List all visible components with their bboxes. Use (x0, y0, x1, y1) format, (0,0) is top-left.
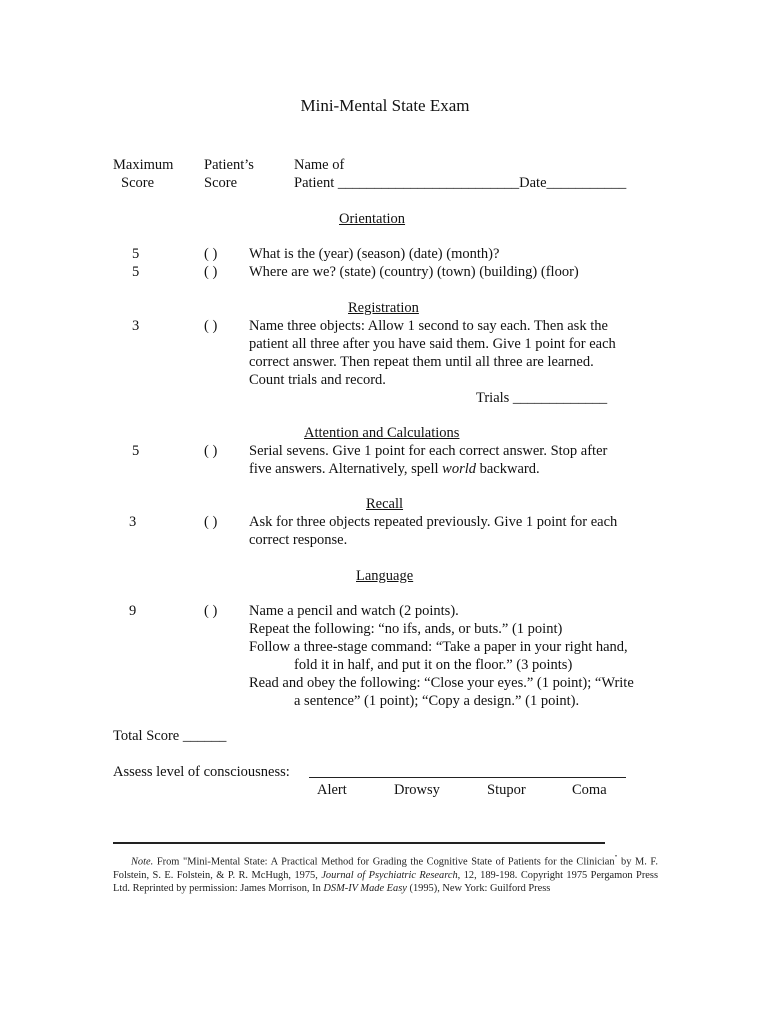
orientation-score-2[interactable]: ( ) (204, 264, 218, 280)
language-line-4: fold it in half, and put it on the floor.” (3 points) (294, 657, 573, 673)
recall-line-2: correct response. (249, 532, 348, 548)
consciousness-line[interactable] (309, 777, 626, 778)
note-label: Note. (131, 856, 154, 868)
registration-line-1: Name three objects: Allow 1 second to say each. Then ask the (249, 318, 608, 334)
attention-score[interactable]: ( ) (204, 443, 218, 459)
registration-line-2: patient all three after you have said them. Give 1 point for each (249, 336, 616, 352)
attention-line-2-pre: five answers. Alternatively, spell (249, 461, 443, 477)
attention-word-world: world (442, 461, 476, 477)
note-text-1: From "Mini-Mental State: A Practical Method for Grading the Cognitive State of Patients for the Clinician (153, 856, 615, 868)
language-line-6: a sentence” (1 point); “Copy a design.” (1 point). (294, 693, 580, 709)
orientation-question-2: Where are we? (state) (country) (town) (building) (floor) (249, 264, 579, 280)
patient-score-header-2: Score (204, 175, 238, 191)
footnote (113, 852, 658, 896)
attention-max: 5 (132, 443, 140, 459)
orientation-question-1: What is the (year) (season) (date) (month)? (249, 246, 500, 262)
footnote-divider (113, 842, 605, 844)
attention-line-2 (249, 460, 540, 478)
consciousness-label: Assess level of consciousness: (113, 764, 290, 780)
language-max: 9 (129, 603, 137, 619)
orientation-heading: Orientation (339, 211, 406, 227)
note-text-2: by M. F. Folstein, S. E. Folstein, & P. R. McHugh, 1975, (113, 856, 658, 881)
consciousness-option-stupor[interactable]: Stupor (487, 782, 526, 798)
recall-heading: Recall (366, 496, 404, 512)
language-line-1: Name a pencil and watch (2 points). (249, 603, 459, 619)
registration-max: 3 (132, 318, 140, 334)
registration-line-3: correct answer. Then repeat them until all three are learned. (249, 354, 594, 370)
max-score-header-1: Maximum (113, 157, 174, 173)
note-journal: Journal of Psychiatric Research (321, 869, 458, 881)
consciousness-option-coma[interactable]: Coma (572, 782, 607, 798)
language-line-2: Repeat the following: “no ifs, ands, or buts.” (1 point) (249, 621, 563, 637)
attention-heading: Attention and Calculations (304, 425, 460, 441)
consciousness-option-alert[interactable]: Alert (317, 782, 347, 798)
attention-line-1: Serial sevens. Give 1 point for each correct answer. Stop after (249, 443, 608, 459)
note-text-4: (1995), New York: Guilford Press (406, 883, 551, 895)
language-line-5: Read and obey the following: “Close your eyes.” (1 point); “Write (249, 675, 634, 691)
consciousness-option-drowsy[interactable]: Drowsy (394, 782, 440, 798)
trials-field[interactable]: Trials _____________ (476, 390, 608, 406)
registration-score[interactable]: ( ) (204, 318, 218, 334)
registration-line-4: Count trials and record. (249, 372, 386, 388)
language-heading: Language (356, 568, 414, 584)
note-book: DSM-IV Made Easy (323, 883, 407, 895)
registration-heading: Registration (348, 300, 419, 316)
patient-score-header-1: Patient’s (204, 157, 254, 173)
total-score-field[interactable]: Total Score ______ (113, 728, 227, 744)
page-title: Mini-Mental State Exam (300, 96, 470, 115)
recall-max: 3 (129, 514, 137, 530)
note-sup: " (614, 854, 618, 862)
recall-score[interactable]: ( ) (204, 514, 218, 530)
patient-name-date-field[interactable]: Patient _________________________Date___________ (294, 175, 627, 191)
recall-line-1: Ask for three objects repeated previously. Give 1 point for each (249, 514, 618, 530)
language-line-3: Follow a three-stage command: “Take a paper in your right hand, (249, 639, 628, 655)
max-score-header-2: Score (121, 175, 155, 191)
language-score[interactable]: ( ) (204, 603, 218, 619)
orientation-max-1: 5 (132, 246, 140, 262)
attention-line-2-post: backward. (476, 461, 540, 477)
orientation-score-1[interactable]: ( ) (204, 246, 218, 262)
orientation-max-2: 5 (132, 264, 140, 280)
patient-name-header-1: Name of (294, 157, 345, 173)
note-text-3: , 12, 189-198. Copyright 1975 Pergamon Press Ltd. Reprinted by permission: James Morrison, In (113, 869, 658, 895)
